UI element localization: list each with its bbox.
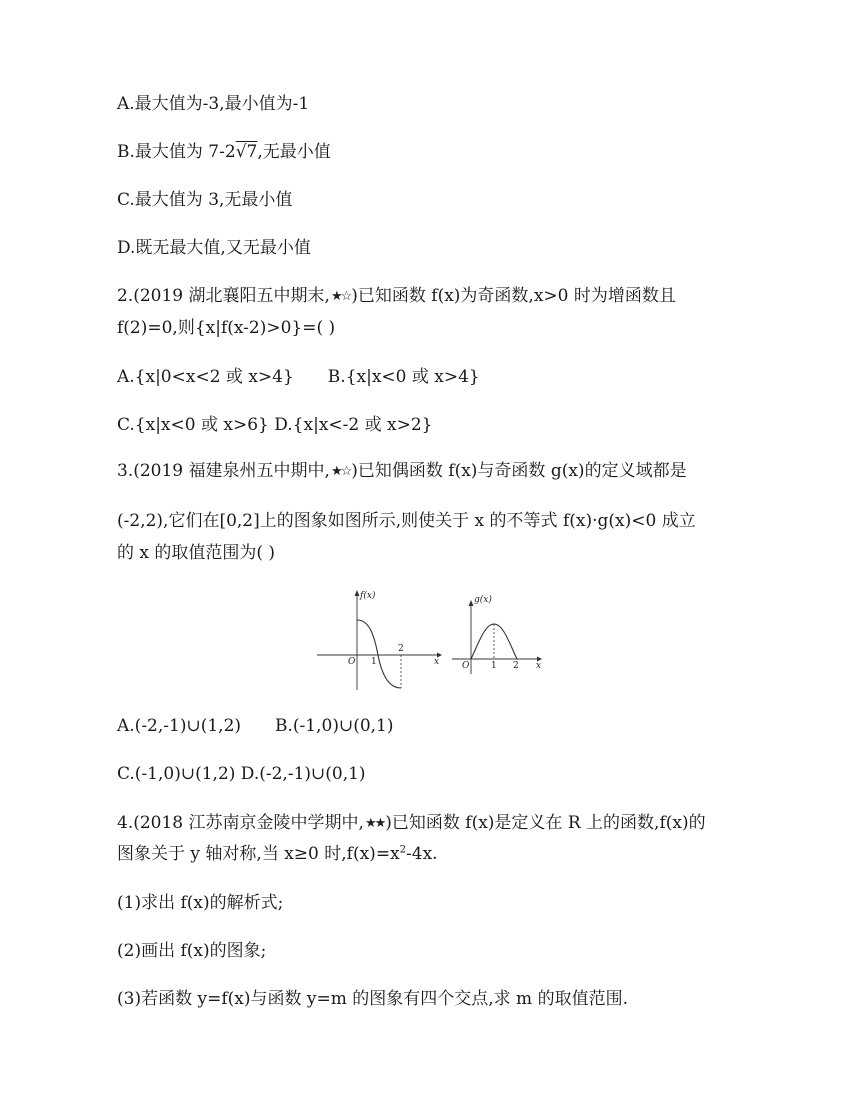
q3-source: 3.(2019 福建泉州五中期中, bbox=[117, 461, 330, 481]
q4-source: 4.(2018 江苏南京金陵中学期中, bbox=[117, 813, 364, 833]
q4-stem-text: )已知函数 f(x)是定义在 R 上的函数,f(x)的 bbox=[385, 813, 706, 833]
q1-option-c: C.最大值为 3,无最小值 bbox=[117, 190, 293, 210]
f-y-axis-arrow-icon bbox=[355, 590, 360, 596]
f-tick-2: 2 bbox=[398, 644, 404, 654]
q2-stem-line1 bbox=[117, 285, 676, 308]
q3-options-ab bbox=[117, 715, 394, 737]
g-tick-1: 1 bbox=[491, 661, 497, 671]
difficulty-star-icon: ★☆ bbox=[330, 289, 351, 304]
q4-stem-line1 bbox=[117, 812, 706, 835]
q1-option-b bbox=[117, 141, 331, 163]
q2-source: 2.(2019 湖北襄阳五中期末, bbox=[117, 286, 330, 306]
q1-option-b-tail: ,无最小值 bbox=[257, 142, 331, 162]
q1-option-b-text: B.最大值为 7-2 bbox=[117, 142, 236, 162]
q1-option-a: A.最大值为-3,最小值为-1 bbox=[117, 94, 310, 114]
q2-stem-text: )已知函数 f(x)为奇函数,x>0 时为增函数且 bbox=[351, 286, 676, 306]
q3-stem-line3: 的 x 的取值范围为( ) bbox=[117, 543, 276, 563]
q4-stem-line2-tail: -4x. bbox=[406, 844, 438, 864]
q4-part-1: (1)求出 f(x)的解析式; bbox=[117, 893, 284, 913]
q4-stem-line2-text: 图象关于 y 轴对称,当 x≥0 时,f(x)=x bbox=[117, 844, 400, 864]
q3-option-b: B.(-1,0)∪(0,1) bbox=[275, 716, 394, 736]
difficulty-star-icon: ★☆ bbox=[330, 464, 351, 479]
q4-part-3: (3)若函数 y=f(x)与函数 y=m 的图象有四个交点,求 m 的取值范围. bbox=[117, 989, 628, 1009]
f-axis-label: f(x) bbox=[360, 591, 376, 601]
q2-option-a: A.{x|0<x<2 或 x>4} bbox=[117, 367, 294, 387]
f-tick-1: 1 bbox=[371, 657, 377, 667]
q2-stem-line2: f(2)=0,则{x|f(x-2)>0}=( ) bbox=[117, 318, 336, 338]
g-y-axis-arrow-icon bbox=[469, 600, 474, 606]
q3-stem-line1 bbox=[117, 460, 687, 483]
f-origin-label: O bbox=[348, 657, 356, 667]
g-origin-label: O bbox=[462, 661, 470, 671]
g-x-label: x bbox=[536, 661, 542, 671]
q3-options-cd: C.(-1,0)∪(1,2) D.(-2,-1)∪(0,1) bbox=[117, 764, 366, 784]
q2-options-ab bbox=[117, 366, 480, 388]
g-axis-label: g(x) bbox=[474, 595, 492, 605]
f-graph bbox=[317, 590, 442, 690]
q3-stem-line2: (-2,2),它们在[0,2]上的图象如图所示,则使关于 x 的不等式 f(x)·g(x)<0 成立 bbox=[117, 511, 696, 531]
q3-function-graphs bbox=[313, 582, 548, 694]
q4-part-2: (2)画出 f(x)的图象; bbox=[117, 941, 267, 961]
q4-exponent: 2 bbox=[399, 844, 407, 856]
difficulty-star-icon: ★★ bbox=[364, 816, 385, 831]
f-curve bbox=[357, 620, 401, 688]
q2-option-b: B.{x|x<0 或 x>4} bbox=[327, 367, 480, 387]
q4-stem-line2 bbox=[117, 843, 438, 865]
sqrt-seven: √7 bbox=[235, 142, 258, 162]
g-tick-2: 2 bbox=[513, 661, 519, 671]
q3-stem-text: )已知偶函数 f(x)与奇函数 g(x)的定义域都是 bbox=[351, 461, 687, 481]
q1-option-d: D.既无最大值,又无最小值 bbox=[117, 238, 311, 258]
f-x-label: x bbox=[434, 657, 440, 667]
q3-option-a: A.(-2,-1)∪(1,2) bbox=[117, 716, 242, 736]
q2-options-cd: C.{x|x<0 或 x>6} D.{x|x<-2 或 x>2} bbox=[117, 415, 433, 435]
